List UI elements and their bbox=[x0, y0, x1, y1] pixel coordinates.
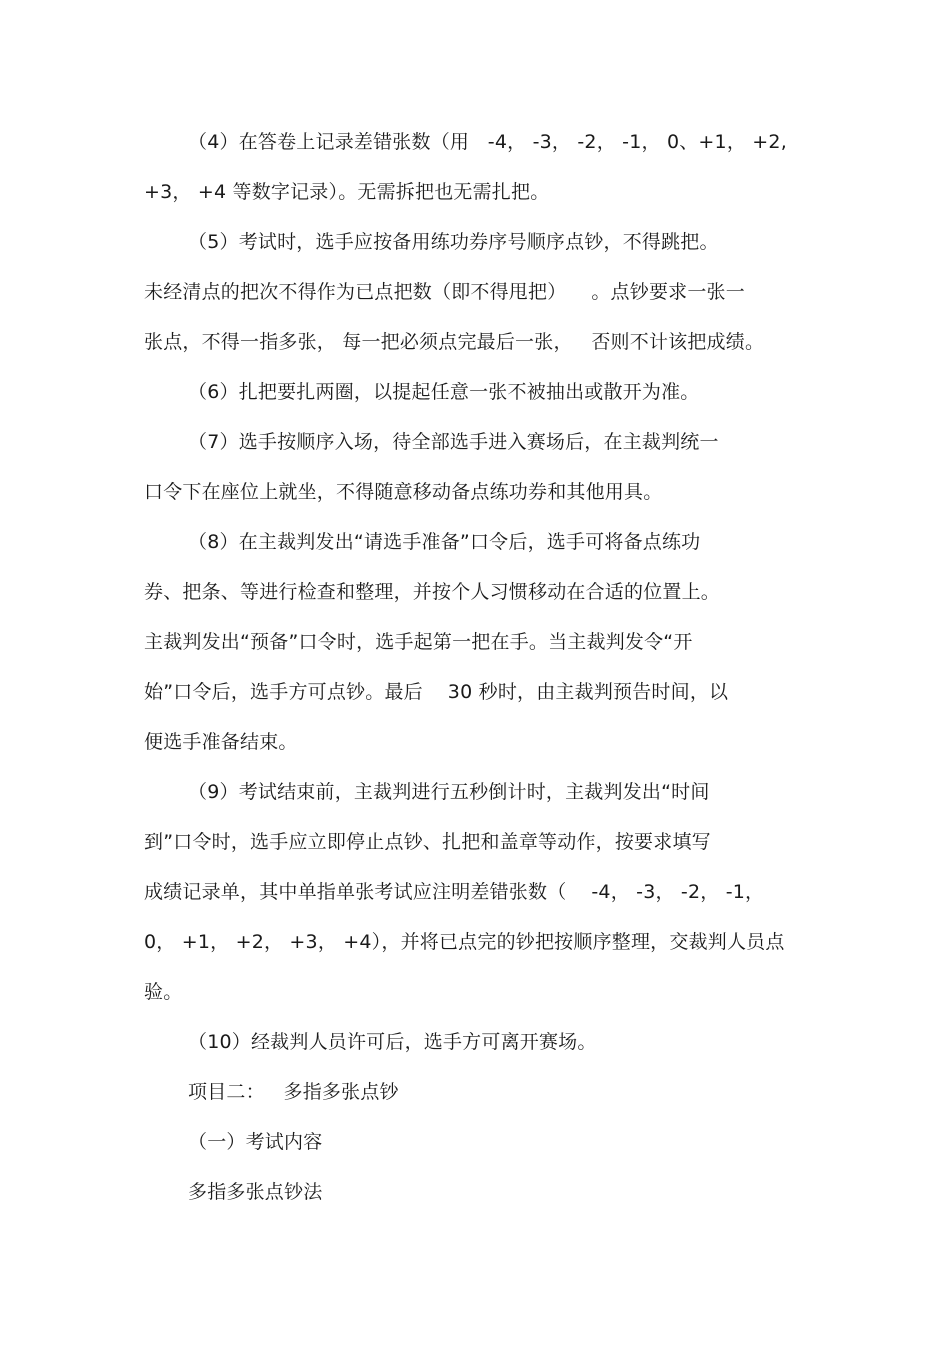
paragraph-line: 验。 bbox=[144, 981, 183, 1003]
paragraph-line: 张点，不得一指多张， 每一把必须点完最后一张， 否则不计该把成绩。 bbox=[144, 331, 765, 353]
paragraph-line: +3， +4 等数字记录）。无需拆把也无需扎把。 bbox=[144, 181, 550, 203]
paragraph-line: 多指多张点钞法 bbox=[188, 1181, 323, 1203]
paragraph-line: 主裁判发出“预备”口令时，选手起第一把在手。当主裁判发令“开 bbox=[144, 631, 693, 653]
paragraph-line: （4）在答卷上记录差错张数（用 -4， -3， -2， -1， 0、+1， +2, bbox=[188, 131, 787, 153]
paragraph-line: 成绩记录单，其中单指单张考试应注明差错张数（ -4， -3， -2， -1， bbox=[144, 881, 765, 903]
paragraph-line: 始”口令后，选手方可点钞。最后 30 秒时，由主裁判预告时间，以 bbox=[144, 681, 729, 703]
paragraph-line: （9）考试结束前，主裁判进行五秒倒计时，主裁判发出“时间 bbox=[188, 781, 710, 803]
paragraph-line: （8）在主裁判发出“请选手准备”口令后，选手可将备点练功 bbox=[188, 531, 701, 553]
paragraph-line: 未经清点的把次不得作为已点把数（即不得甩把） 。点钞要求一张一 bbox=[144, 281, 745, 303]
paragraph-line: 0， +1， +2， +3， +4），并将已点完的钞把按顺序整理，交裁判人员点 bbox=[144, 931, 785, 953]
paragraph-line: （6）扎把要扎两圈，以提起任意一张不被抽出或散开为准。 bbox=[188, 381, 700, 403]
paragraph-line: 便选手准备结束。 bbox=[144, 731, 298, 753]
paragraph-line: （10）经裁判人员许可后，选手方可离开赛场。 bbox=[188, 1031, 597, 1053]
section-heading: 项目二： 多指多张点钞 bbox=[188, 1081, 399, 1103]
subsection-heading: （一）考试内容 bbox=[188, 1131, 323, 1153]
paragraph-line: 到”口令时，选手应立即停止点钞、扎把和盖章等动作，按要求填写 bbox=[144, 831, 711, 853]
paragraph-line: （7）选手按顺序入场，待全部选手进入赛场后，在主裁判统一 bbox=[188, 431, 719, 453]
paragraph-line: （5）考试时，选手应按备用练功券序号顺序点钞，不得跳把。 bbox=[188, 231, 719, 253]
paragraph-line: 口令下在座位上就坐，不得随意移动备点练功券和其他用具。 bbox=[144, 481, 663, 503]
paragraph-line: 券、把条、等进行检查和整理，并按个人习惯移动在合适的位置上。 bbox=[144, 581, 721, 603]
